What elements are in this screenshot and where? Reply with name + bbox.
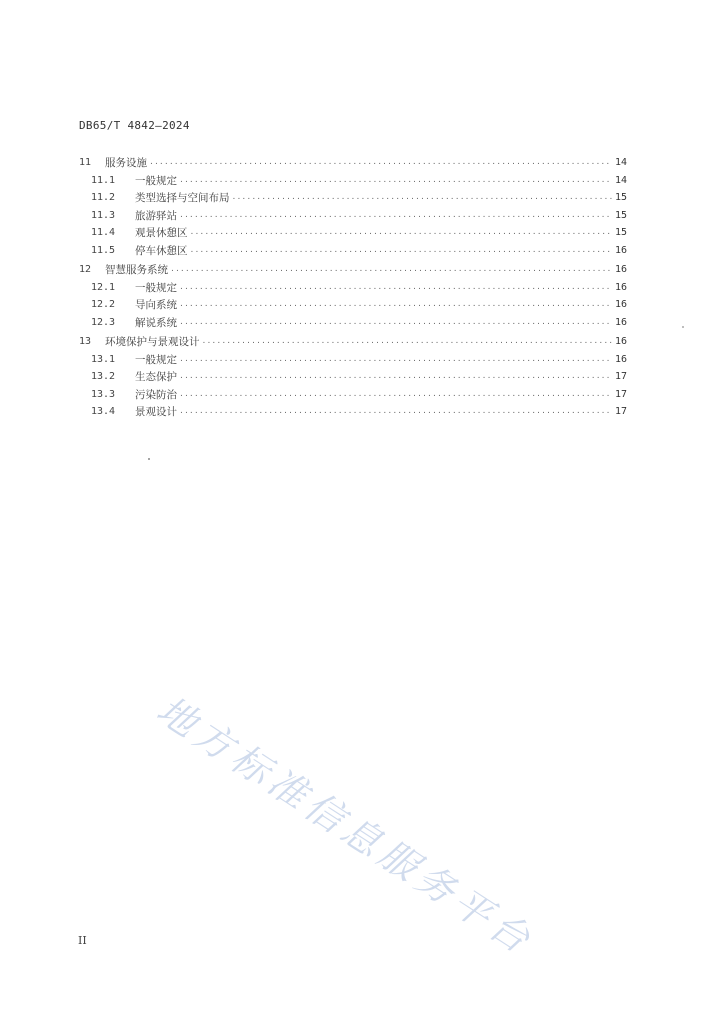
toc-entry-page: 15: [614, 192, 627, 204]
toc-entry[interactable]: [79, 242, 627, 260]
toc-entry-title: 生态保护: [135, 371, 177, 384]
toc-entry-number: 11.4: [91, 227, 116, 239]
toc-entry-page: 16: [614, 244, 627, 256]
toc-leader-dots: [203, 337, 612, 346]
watermark-text: 地方标准信息服务平台: [149, 687, 543, 965]
toc-entry[interactable]: [79, 386, 627, 404]
toc-leader-dots: [180, 372, 612, 381]
toc-leader-dots: [180, 318, 612, 327]
toc-entry-page: 15: [614, 227, 627, 239]
toc-leader-dots: [180, 407, 612, 416]
toc-entry[interactable]: [79, 368, 627, 386]
toc-entry-page: 14: [614, 174, 627, 186]
toc-entry-number: 11: [79, 157, 92, 169]
toc-leader-dots: [171, 265, 612, 274]
toc-entry-page: 16: [614, 353, 627, 365]
toc-entry-page: 16: [614, 299, 627, 311]
toc-entry-title: 类型选择与空间布局: [135, 192, 230, 205]
toc-entry[interactable]: [79, 261, 627, 279]
toc-leader-dots: [233, 193, 612, 202]
toc-entry-number: 11.3: [91, 209, 116, 221]
toc-entry-page: 14: [614, 157, 627, 169]
toc-entry[interactable]: [79, 154, 627, 172]
toc-entry-title: 观景休憩区: [135, 227, 188, 240]
toc-entry[interactable]: [79, 351, 627, 369]
toc-entry[interactable]: [79, 279, 627, 297]
toc-leader-dots: [180, 300, 612, 309]
toc-entry[interactable]: [79, 224, 627, 242]
toc-entry-number: 11.2: [91, 192, 116, 204]
toc-entry-title: 一般规定: [135, 174, 177, 187]
toc-entry-page: 17: [614, 388, 627, 400]
toc-leader-dots: [180, 390, 612, 399]
toc-entry-page: 15: [614, 209, 627, 221]
toc-entry-number: 13.4: [91, 406, 116, 418]
toc-entry[interactable]: [79, 296, 627, 314]
toc-entry-title: 一般规定: [135, 353, 177, 366]
toc-entry-title: 旅游驿站: [135, 209, 177, 222]
toc-entry[interactable]: [79, 207, 627, 225]
toc-leader-dots: [191, 246, 612, 255]
toc-entry-number: 13.3: [91, 388, 116, 400]
toc-entry[interactable]: [79, 333, 627, 351]
toc-entry-title: 一般规定: [135, 281, 177, 294]
toc-entry-number: 12.2: [91, 299, 116, 311]
toc-entry-title: 停车休憩区: [135, 244, 188, 257]
toc-entry-number: 12.1: [91, 281, 116, 293]
toc-leader-dots: [150, 158, 612, 167]
toc-entry-number: 12: [79, 264, 92, 276]
toc-entry-number: 13.2: [91, 371, 116, 383]
toc-entry-title: 污染防治: [135, 388, 177, 401]
toc-leader-dots: [180, 211, 612, 220]
toc-leader-dots: [191, 228, 612, 237]
toc-entry-number: 11.5: [91, 244, 116, 256]
toc-entry-title: 解说系统: [135, 316, 177, 329]
toc-entry-page: 16: [614, 316, 627, 328]
toc-entry-number: 13: [79, 336, 92, 348]
toc-entry[interactable]: [79, 172, 627, 190]
toc-entry-title: 环境保护与景观设计: [105, 336, 200, 349]
toc-entry-page: 16: [614, 336, 627, 348]
toc-entry-title: 智慧服务系统: [105, 264, 168, 277]
toc-entry-number: 12.3: [91, 316, 116, 328]
toc-entry-number: 11.1: [91, 174, 116, 186]
toc-entry-page: 17: [614, 371, 627, 383]
toc-entry-title: 景观设计: [135, 406, 177, 419]
toc-entry-page: 17: [614, 406, 627, 418]
table-of-contents: [79, 154, 627, 421]
scan-speck: [148, 458, 150, 460]
toc-entry-page: 16: [614, 281, 627, 293]
toc-entry-page: 16: [614, 264, 627, 276]
toc-entry[interactable]: [79, 189, 627, 207]
toc-leader-dots: [180, 355, 612, 364]
toc-entry-number: 13.1: [91, 353, 116, 365]
toc-entry[interactable]: [79, 403, 627, 421]
page-number: II: [78, 934, 87, 947]
scan-speck: [682, 326, 684, 328]
toc-entry-title: 服务设施: [105, 157, 147, 170]
document-header-id: DB65/T 4842—2024: [79, 119, 190, 132]
toc-entry[interactable]: [79, 314, 627, 332]
toc-entry-title: 导向系统: [135, 299, 177, 312]
toc-leader-dots: [180, 176, 612, 185]
toc-leader-dots: [180, 283, 612, 292]
